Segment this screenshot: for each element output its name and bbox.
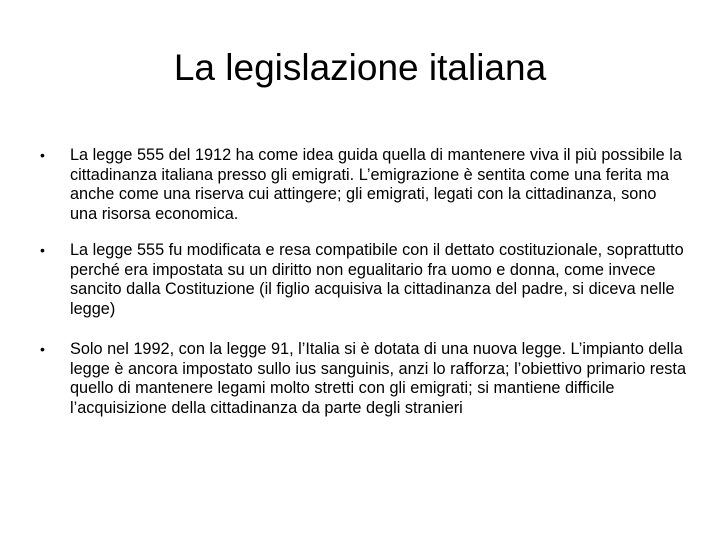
bullet-dot-icon: • (40, 242, 45, 258)
slide-title: La legislazione italiana (173, 47, 547, 88)
bullet-dot-icon: • (40, 341, 45, 357)
bullet-item (36, 241, 686, 319)
bullet-item (36, 340, 686, 418)
bullet-dot-icon: • (40, 147, 45, 163)
bullet-item (36, 146, 686, 224)
bullet-text: La legge 555 del 1912 ha come idea guida quella di mantenere viva il più possibile la cittadinanza italiana presso gli emigrati. L’emigrazione è sentita come una ferita ma anche come una riserva cui attingere; gli emigrati, legati con la cittadinanza, sono una risorsa economica. (70, 146, 682, 223)
bullet-list (36, 146, 686, 435)
bullet-text: La legge 555 fu modificata e resa compatibile con il dettato costituzionale, soprattutto perché era impostata su un diritto non egualitario fra uomo e donna, come invece sancito dalla Costituzione (il figlio acquisiva la cittadinanza del padre, si diceva nelle legge) (70, 241, 684, 318)
bullet-text: Solo nel 1992, con la legge 91, l’Italia si è dotata di una nuova legge. L’impianto della legge è ancora impostato sullo ius sanguinis, anzi lo rafforza; l’obiettivo primario resta quello di mantenere legami molto stretti con gli emigrati; si mantiene difficile l’acquisizione della cittadinanza da parte degli stranieri (70, 340, 686, 417)
